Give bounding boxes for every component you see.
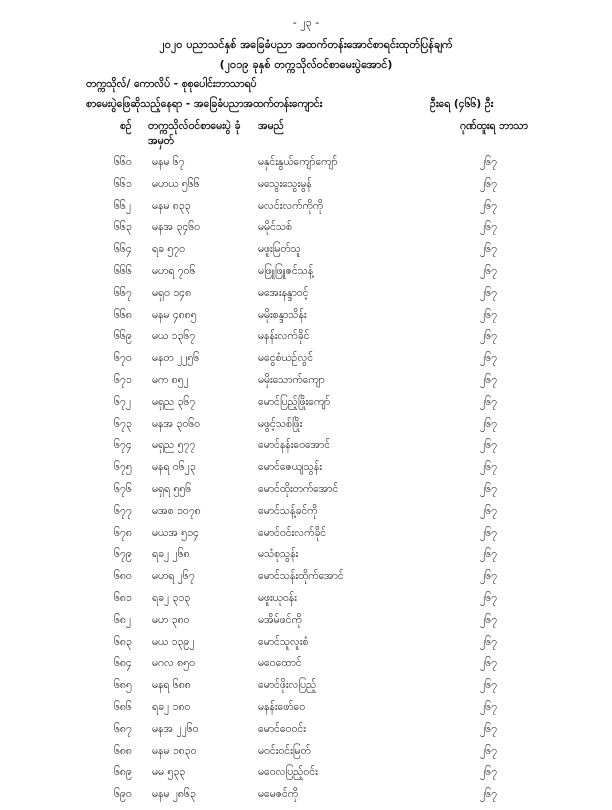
distinction-subjects: ၂၆၇ (480, 788, 497, 801)
row-number: ၆၇၀ (114, 352, 132, 365)
distinction-subjects: ၂၆၇ (480, 221, 497, 234)
student-name: မောင်ဇေယျသွန်း (258, 461, 322, 474)
roll-number: ရခ၂ ၃၁၃ (152, 591, 191, 604)
table-row (0, 679, 612, 701)
distinction-subjects: ၂၆၇ (480, 395, 497, 408)
roll-number: ရခ၂ ၂၆၈ (152, 548, 190, 561)
region-label: တက္ကသိုလ်/ ကောလိပ် - စုစုပေါင်းဘာသာရပ် (86, 78, 257, 90)
row-number: ၆၆၆ (114, 264, 132, 277)
roll-number: မနရ ၀၆၂၃ (152, 461, 196, 474)
roll-number: မဟရ ၇၀၆ (152, 264, 196, 277)
distinction-subjects: ၂၆၇ (480, 548, 497, 561)
distinction-subjects: ၂၆၇ (480, 700, 497, 713)
student-name: မအိမ်ဖင်ကို (258, 613, 302, 626)
row-number: ၆၆၃ (114, 221, 132, 234)
column-header-no: စဉ် (120, 120, 132, 132)
student-name: မနှင်းနွယ်ကျော်ကျော် (258, 156, 338, 168)
row-number: ၆၈၄ (114, 657, 132, 670)
roll-number: မနမ ၈၃၃ (152, 199, 191, 212)
table-row (0, 701, 612, 723)
column-header-subjects: ဂုဏ်ထူးရ ဘာသာ (460, 120, 528, 132)
table-row (0, 614, 612, 636)
student-name: မောင်ဝေဝင်း (258, 722, 306, 735)
row-number: ၆၇၇ (114, 504, 132, 517)
page-number: - ၂၃ - (292, 16, 320, 29)
table-row (0, 200, 612, 222)
distinction-subjects: ၂၆၇ (480, 177, 497, 190)
row-number: ၆၆၇ (114, 286, 132, 299)
table-row (0, 287, 612, 309)
roll-number: မဂလ ၈၅၀ (152, 657, 195, 670)
roll-number: မဟ ၃၈၀ (152, 613, 190, 626)
student-name: မောင်ထိုးတက်အောင် (258, 482, 339, 495)
roll-number: မယ ၁၃၉၂ (152, 635, 195, 648)
roll-number: မနအ ၃၀၆၀ (152, 417, 201, 430)
roll-number: မရှဝ ၁၄၈ (152, 286, 192, 299)
student-name: မဖြူဖြူဇင်သန့် (258, 264, 314, 277)
column-header-name: အမည် (258, 120, 284, 132)
row-number: ၆၇၆ (114, 482, 132, 495)
table-row (0, 439, 612, 461)
student-name: မနန်းဖော်ဝေ (258, 700, 306, 713)
student-name: မအေးနန္ဒာဝင့် (258, 286, 309, 299)
roll-number: မနတ ၂၂၅၆ (152, 352, 200, 365)
table-row (0, 745, 612, 767)
student-name: မဖွင့်သစ်ဖြိုး (258, 417, 303, 430)
row-number: ၆၈၀ (114, 570, 132, 583)
roll-number: မနမ ၁၈၃၀ (152, 744, 197, 757)
roll-number: ရခ၂ ၁၈၀ (152, 700, 191, 713)
distinction-subjects: ၂၆၇ (480, 482, 497, 495)
table-row (0, 396, 612, 418)
roll-number: မနအ ၂၂၆၀ (152, 722, 199, 735)
roll-number: မနရ ၆၈၈ (152, 679, 191, 692)
student-name: မလင်းလက်ကိုကို (258, 199, 323, 212)
row-number: ၆၇၉ (114, 548, 132, 561)
results-list (0, 156, 612, 810)
roll-number: မနအ ၃၄၆၀ (152, 221, 201, 234)
student-name: မောင်သန့်ခင်ကို (258, 504, 318, 517)
row-number: ၆၇၄ (114, 439, 132, 452)
table-row (0, 592, 612, 614)
distinction-subjects: ၂၆၇ (480, 570, 497, 583)
row-number: ၆၆၀ (114, 156, 132, 168)
roll-number: မဟရ ၂၆၇ (152, 570, 195, 583)
row-number: ၆၇၈ (114, 526, 132, 539)
row-number: ၆၈၇ (114, 722, 132, 735)
student-name: မဝင်းဝင်းမြတ် (258, 744, 311, 757)
roll-number: မမ ၅၃၃ (152, 766, 186, 779)
table-row (0, 461, 612, 483)
student-name: မောင်သန်းထိုက်အောင် (258, 570, 344, 583)
distinction-subjects: ၂၆၇ (480, 766, 497, 779)
table-row (0, 330, 612, 352)
distinction-subjects: ၂၆၇ (480, 591, 497, 604)
table-row (0, 243, 612, 265)
distinction-subjects: ၂၆၇ (480, 264, 497, 277)
table-row (0, 352, 612, 374)
student-name: မဖူးယုဝန်း (258, 591, 297, 604)
distinction-subjects: ၂၆၇ (480, 679, 497, 692)
student-name: မဖူးမြတ်သူ (258, 243, 301, 256)
table-row (0, 309, 612, 331)
roll-number: ရခ ၅၇၀ (152, 243, 185, 256)
row-number: ၆၈၆ (114, 700, 132, 713)
row-number: ၆၈၉ (114, 766, 132, 779)
distinction-subjects: ၂၆၇ (480, 286, 497, 299)
table-row (0, 483, 612, 505)
roll-number: မက ၈၅၂ (152, 373, 189, 386)
student-name: မငွေစံယဉ်လွင် (258, 352, 314, 365)
distinction-subjects: ၂၆၇ (480, 657, 497, 670)
table-row (0, 788, 612, 810)
row-number: ၆၈၃ (114, 635, 132, 648)
table-row (0, 527, 612, 549)
roll-number: မရှည ၅၇၇ (152, 439, 196, 452)
row-number: ၆၆၉ (114, 330, 132, 343)
row-number: ၆၈၂ (114, 613, 132, 626)
student-name: မဝေလပြည့်ဝင်း (258, 766, 318, 779)
exam-center-label: စာမေးပွဲဖြေဆိုသည့်နေရာ - အခြေခံပညာအထက်တန်းကျောင်း (86, 98, 323, 110)
table-row (0, 636, 612, 658)
total-count: ဦးရေ (၄၆၆) ဦး (430, 98, 494, 110)
distinction-subjects: ၂၆၇ (480, 722, 497, 735)
distinction-subjects: ၂၆၇ (480, 461, 497, 474)
table-row (0, 723, 612, 745)
student-name: မဝေထောင် (258, 657, 302, 670)
student-name: မောင်နန်းဝေအောင် (258, 439, 331, 452)
distinction-subjects: ၂၆၇ (480, 504, 497, 517)
roll-number: မနမ ၂၈၆၃ (152, 788, 196, 801)
roll-number: မနမ ၆၇ (152, 156, 185, 168)
student-name: မောင်ပြည့်ဖြိုးကျော် (258, 395, 331, 408)
table-row (0, 418, 612, 440)
student-name: မောင်ဖိုးလပြည့် (258, 679, 317, 692)
table-row (0, 505, 612, 527)
row-number: ၆၈၁ (114, 591, 132, 604)
table-row (0, 766, 612, 788)
roll-number: မအစ ၁၀၇၈ (152, 504, 201, 517)
row-number: ၆၆၄ (114, 243, 132, 256)
student-name: မသံစုသွန်း (258, 548, 299, 561)
table-row (0, 156, 612, 178)
row-number: ၆၇၁ (114, 373, 132, 386)
student-name: မသွေးသွေးမွန် (258, 177, 312, 190)
table-row (0, 221, 612, 243)
row-number: ၆၇၃ (114, 417, 132, 430)
student-name: မနန်းလက်ခိုင် (258, 330, 310, 343)
row-number: ၆၆၁ (114, 177, 132, 190)
table-row (0, 374, 612, 396)
student-name: မမေဇင်ကို (258, 788, 299, 801)
document-subtitle: (၂၀၁၉ ခုနှစ် တက္ကသိုလ်ဝင်စာမေးပွဲအောင်) (219, 58, 393, 71)
row-number: ၆၉၀ (114, 788, 132, 801)
roll-number: မရှရ ၅၅၆ (152, 482, 192, 495)
distinction-subjects: ၂၆၇ (480, 635, 497, 648)
row-number: ၆၈၅ (114, 679, 132, 692)
column-header-roll: တက္ကသိုလ်ဝင်စာမေးပွဲ ခုံအမှတ် (148, 120, 241, 147)
distinction-subjects: ၂၆၇ (480, 417, 497, 430)
distinction-subjects: ၂၆၇ (480, 744, 497, 757)
student-name: မောင်ဝင်းလက်ခိုင် (258, 526, 327, 539)
table-row (0, 657, 612, 679)
student-name: မမိုးစန္ဒာသိန်း (258, 308, 307, 321)
roll-number: မယအ ၅၁၄ (152, 526, 199, 539)
distinction-subjects: ၂၆၇ (480, 199, 497, 212)
row-number: ၆၆၂ (114, 199, 131, 212)
roll-number: မနမ ၄၈၈၅ (152, 308, 197, 321)
distinction-subjects: ၂၆၇ (480, 330, 497, 343)
distinction-subjects: ၂၆၇ (480, 526, 497, 539)
row-number: ၆၇၂ (114, 395, 131, 408)
roll-number: မရှည ၃၆၇ (152, 395, 196, 408)
document-title: ၂၀၂၀ ပညာသင်နှစ် အခြေခံပညာ အထက်တန်းအောင်စာရင်းထုတ်ပြန်ချက် (159, 38, 453, 51)
student-name: မောင်သူလူးစံ (258, 635, 309, 648)
student-name: မမိုးသောက်ကျော (258, 373, 325, 386)
student-name: မမိုင်သစ် (258, 221, 292, 234)
distinction-subjects: ၂၆၇ (480, 243, 497, 256)
table-row (0, 178, 612, 200)
distinction-subjects: ၂၆၇ (480, 373, 497, 386)
distinction-subjects: ၂၆၇ (480, 352, 497, 365)
row-number: ၆၈၈ (114, 744, 132, 757)
distinction-subjects: ၂၆၇ (480, 439, 497, 452)
table-row (0, 548, 612, 570)
roll-number: မယ ၁၃၆၇ (152, 330, 196, 343)
table-row (0, 570, 612, 592)
distinction-subjects: ၂၆၇ (480, 308, 497, 321)
table-row (0, 265, 612, 287)
row-number: ၆၇၅ (114, 461, 132, 474)
distinction-subjects: ၂၆၇ (480, 156, 497, 168)
row-number: ၆၆၈ (114, 308, 132, 321)
distinction-subjects: ၂၆၇ (480, 613, 497, 626)
roll-number: မဟယ ၅၆၆ (152, 177, 200, 190)
